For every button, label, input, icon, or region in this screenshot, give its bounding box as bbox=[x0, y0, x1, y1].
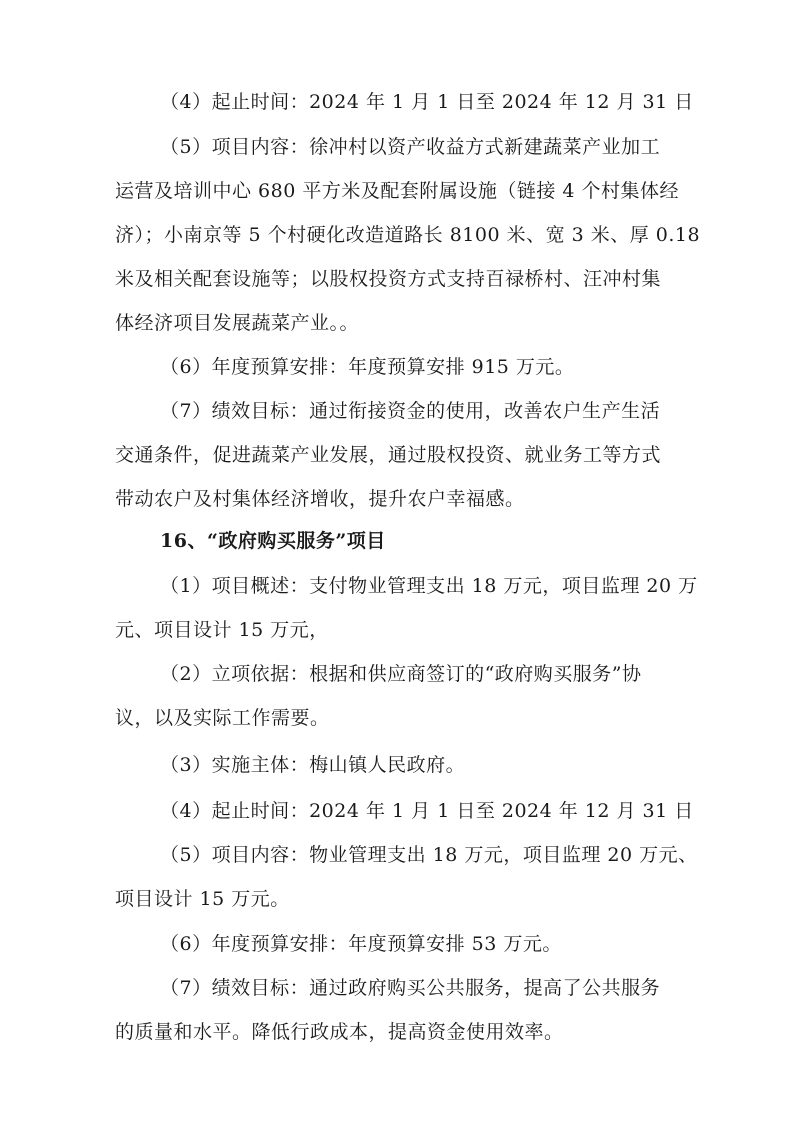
line-project-content-1-cont-4: 体经济项目发展蔬菜产业。。 bbox=[115, 312, 360, 334]
line-project-content-1-cont-1: 运营及培训中心 680 平方米及配套附属设施（链接 4 个村集体经 bbox=[115, 180, 680, 202]
line-project-basis-cont: 议，以及实际工作需要。 bbox=[115, 707, 330, 729]
line-performance-goal-2-cont: 的质量和水平。降低行政成本，提高资金使用效率。 bbox=[115, 1021, 564, 1043]
line-performance-goal-2: （7）绩效目标：通过政府购买公共服务，提高了公共服务 bbox=[160, 977, 661, 999]
line-project-overview-cont: 元、项目设计 15 万元， bbox=[115, 619, 329, 641]
line-project-content-1-cont-3: 米及相关配套设施等；以股权投资方式支持百禄桥村、汪冲村集 bbox=[115, 268, 662, 290]
line-start-end-time-2: （4）起止时间：2024 年 1 月 1 日至 2024 年 12 月 31 日 bbox=[160, 800, 694, 822]
line-performance-goal-1: （7）绩效目标：通过衔接资金的使用，改善农户生产生活 bbox=[160, 400, 661, 422]
line-project-basis: （2）立项依据：根据和供应商签订的“政府购买服务”协 bbox=[160, 663, 642, 685]
line-project-content-2: （5）项目内容：物业管理支出 18 万元，项目监理 20 万元、 bbox=[160, 844, 698, 866]
line-implementing-body: （3）实施主体：梅山镇人民政府。 bbox=[160, 754, 466, 776]
line-annual-budget-1: （6）年度预算安排：年度预算安排 915 万元。 bbox=[160, 356, 575, 378]
line-performance-goal-1-cont-1: 交通条件，促进蔬菜产业发展，通过股权投资、就业务工等方式 bbox=[115, 444, 662, 466]
line-annual-budget-2: （6）年度预算安排：年度预算安排 53 万元。 bbox=[160, 933, 562, 955]
line-project-overview: （1）项目概述：支付物业管理支出 18 万元，项目监理 20 万 bbox=[160, 575, 698, 597]
section-heading-16: 16、“政府购买服务”项目 bbox=[160, 530, 386, 552]
line-project-content-2-cont: 项目设计 15 万元。 bbox=[115, 888, 290, 910]
line-project-content-1-cont-2: 济）；小南京等 5 个村硬化改造道路长 8100 米、宽 3 米、厚 0.18 bbox=[115, 224, 701, 246]
line-project-content-1: （5）项目内容：徐冲村以资产收益方式新建蔬菜产业加工 bbox=[160, 136, 661, 158]
line-start-end-time-1: （4）起止时间：2024 年 1 月 1 日至 2024 年 12 月 31 日 bbox=[160, 91, 694, 113]
line-performance-goal-1-cont-2: 带动农户及村集体经济增收，提升农户幸福感。 bbox=[115, 488, 525, 510]
